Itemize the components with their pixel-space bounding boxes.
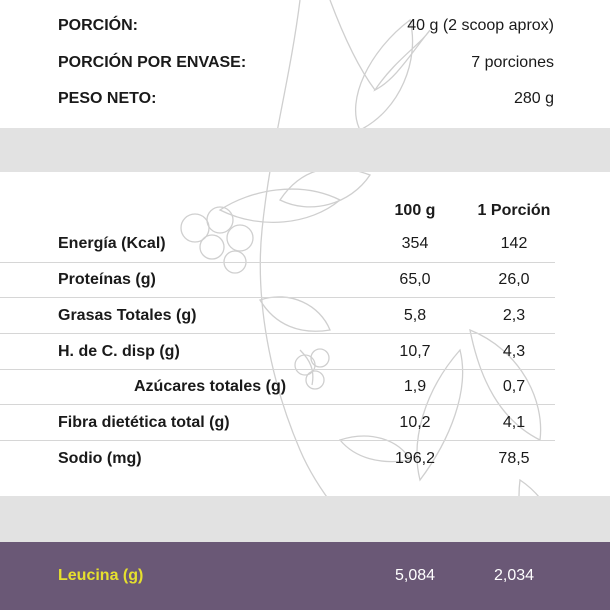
value-portion: 2,3 <box>502 307 526 324</box>
table-row <box>0 369 610 405</box>
table-row <box>0 262 610 298</box>
nutrient-label: Sodio (mg) <box>58 450 142 467</box>
portion-value: 40 g (2 scoop aprox) <box>407 17 554 34</box>
portion-label: PORCIÓN: <box>58 17 138 34</box>
column-header-100g: 100 g <box>394 202 436 219</box>
value-100g: 10,7 <box>399 343 431 360</box>
table-row <box>0 405 610 441</box>
value-100g: 354 <box>401 235 429 252</box>
portions-per-container-row <box>0 45 610 81</box>
column-header-portion: 1 Porción <box>477 202 551 219</box>
value-portion: 26,0 <box>498 271 530 288</box>
portions-per-container-value: 7 porciones <box>471 54 554 71</box>
table-row <box>0 298 610 334</box>
value-portion: 0,7 <box>502 378 526 395</box>
table-header-row <box>0 193 610 229</box>
value-portion: 142 <box>500 235 528 252</box>
portion-row <box>0 8 610 44</box>
nutrient-label: Fibra dietética total (g) <box>58 414 230 431</box>
nutrient-label-indented: Azúcares totales (g) <box>134 378 287 395</box>
nutrient-label: Proteínas (g) <box>58 271 156 288</box>
value-100g: 1,9 <box>403 378 427 395</box>
separator-band-bottom <box>0 496 610 542</box>
value-portion: 4,3 <box>502 343 526 360</box>
leucine-value-portion: 2,034 <box>493 567 535 584</box>
value-100g: 10,2 <box>399 414 431 431</box>
portions-per-container-label: PORCIÓN POR ENVASE: <box>58 54 247 71</box>
leucine-label: Leucina (g) <box>58 567 144 584</box>
nutrient-label: Energía (Kcal) <box>58 235 166 252</box>
table-row <box>0 441 610 477</box>
leucine-value-100g: 5,084 <box>394 567 436 584</box>
value-100g: 196,2 <box>394 450 436 467</box>
amino-acid-row <box>0 558 610 594</box>
nutrient-label: Grasas Totales (g) <box>58 307 197 324</box>
separator-band-top <box>0 128 610 172</box>
value-100g: 65,0 <box>399 271 431 288</box>
net-weight-label: PESO NETO: <box>58 90 157 107</box>
value-portion: 78,5 <box>498 450 530 467</box>
table-row <box>0 334 610 370</box>
table-row <box>0 226 610 262</box>
value-100g: 5,8 <box>403 307 427 324</box>
net-weight-row <box>0 81 610 117</box>
nutrient-label: H. de C. disp (g) <box>58 343 180 360</box>
value-portion: 4,1 <box>502 414 526 431</box>
net-weight-value: 280 g <box>513 90 554 107</box>
